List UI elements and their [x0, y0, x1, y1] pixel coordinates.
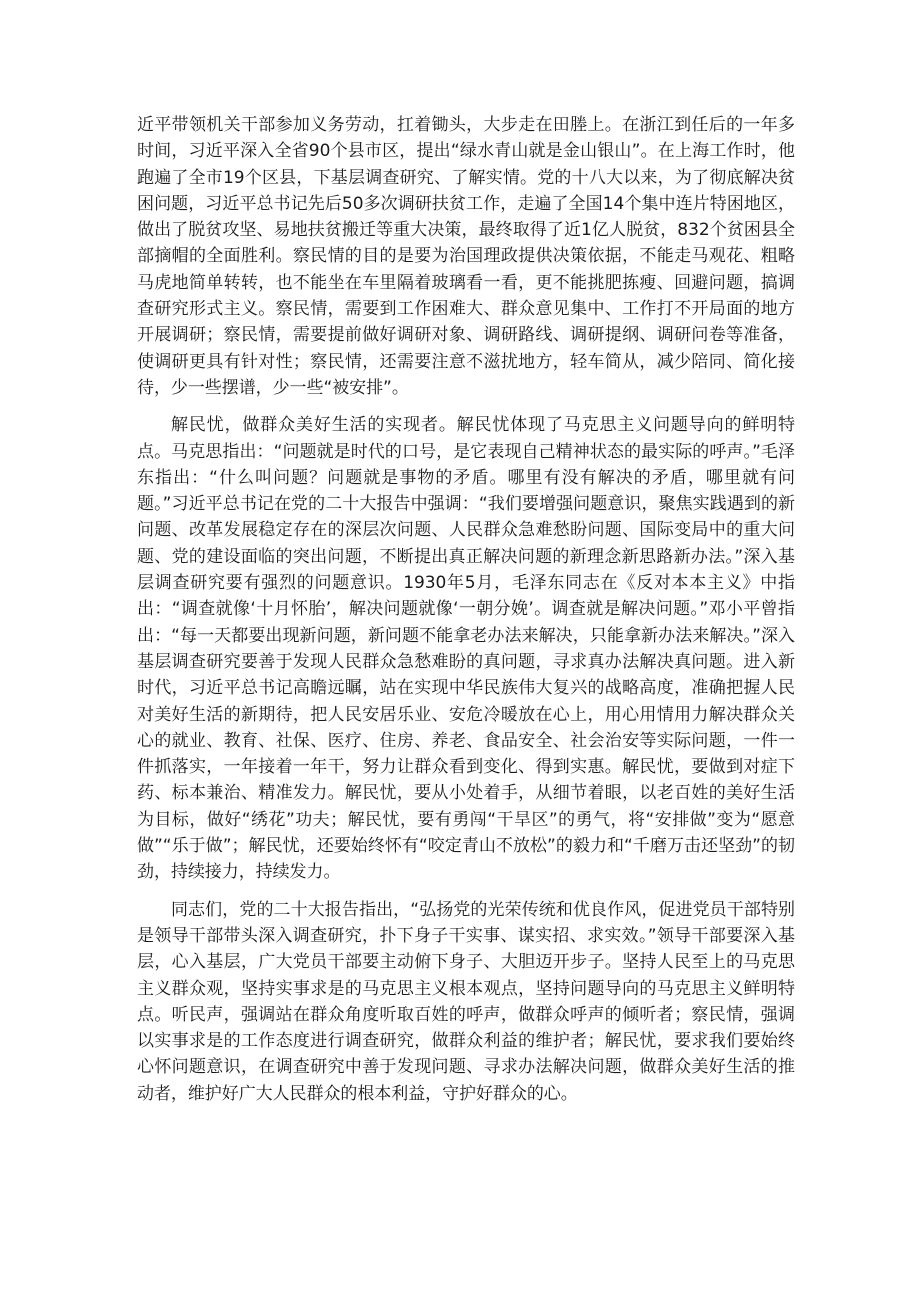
paragraph-2: 解民忧，做群众美好生活的实现者。解民忧体现了马克思主义问题导向的鲜明特点。马克思指出：“问题就是时代的口号，是它表现自己精神状态的最实际的呼声。”毛泽东指出：“什么叫问题？问题就是事物的矛盾。哪里有没有解决的矛盾，哪里就有问题。”习近平总书记在党的二十大报告中强调：“我们要增强问题意识，聚焦实践遇到的新问题、改革发展稳定存在的深层次问题、人民群众急难愁盼问题、国际变局中的重大问题、党的建设面临的突出问题，不断提出真正解决问题的新理念新思路新办法。”深入基层调查研究要有强烈的问题意识。1930年5月，毛泽东同志在《反对本本主义》中指出：“调查就像‘十月怀胎’，解决问题就像‘一朝分娩’。调查就是解决问题。”邓小平曾指出：“每一天都要出现新问题，新问题不能拿老办法来解决，只能拿新办法来解决。”深入基层调查研究要善于发现人民群众急愁难盼的真问题，寻求真办法解决真问题。进入新时代，习近平总书记高瞻远瞩，站在实现中华民族伟大复兴的战略高度，准确把握人民对美好生活的新期待，把人民安居乐业、安危冷暖放在心上，用心用情用力解决群众关心的就业、教育、社保、医疗、住房、养老、食品安全、社会治安等实际问题，一件一件抓落实，一年接着一年干，努力让群众看到变化、得到实惠。解民忧，要做到对症下药、标本兼治、精准发力。解民忧，要从小处着手，从细节着眼，以老百姓的美好生活为目标，做好“绣花”功夫；解民忧，要有勇闯“干旱区”的勇气，将“安排做”变为“愿意做”“乐于做”；解民忧，还要始终怀有“咬定青山不放松”的毅力和“千磨万击还坚劲”的韧劲，持续接力，持续发力。: [137, 415, 795, 883]
document-page: [137, 112, 795, 1107]
paragraph-1: 近平带领机关干部参加义务劳动，扛着锄头，大步走在田塍上。在浙江到任后的一年多时间，习近平深入全省90个县市区，提出“绿水青山就是金山银山”。在上海工作时，他跑遍了全市19个区县，下基层调查研究、了解实情。党的十八大以来，为了彻底解决贫困问题，习近平总书记先后50多次调研扶贫工作，走遍了全国14个集中连片特困地区，做出了脱贫攻坚、易地扶贫搬迁等重大决策，最终取得了近1亿人脱贫，832个贫困县全部摘帽的全面胜利。察民情的目的是要为治国理政提供决策依据，不能走马观花、粗略马虎地简单转转，也不能坐在车里隔着玻璃看一看，更不能挑肥拣瘦、回避问题，搞调查研究形式主义。察民情，需要到工作困难大、群众意见集中、工作打不开局面的地方开展调研；察民情，需要提前做好调研对象、调研路线、调研提纲、调研问卷等准备，使调研更具有针对性；察民情，还需要注意不滋扰地方，轻车简从，减少陪同、简化接待，少一些摆谱，少一些“被安排”。: [137, 115, 795, 398]
paragraph-3: 同志们，党的二十大报告指出，“弘扬党的光荣传统和优良作风，促进党员干部特别是领导干部带头深入调查研究，扑下身子干实事、谋实招、求实效。”领导干部要深入基层，心入基层，广大党员干部要主动俯下身子、大胆迈开步子。坚持人民至上的马克思主义群众观，坚持实事求是的马克思主义根本观点，坚持问题导向的马克思主义鲜明特点。听民声，强调站在群众角度听取百姓的呼声，做群众呼声的倾听者；察民情，强调以实事求是的工作态度进行调查研究，做群众利益的维护者；解民忧，要求我们要始终心怀问题意识，在调查研究中善于发现问题、寻求办法解决问题，做群众美好生活的推动者，维护好广大人民群众的根本利益，守护好群众的心。: [137, 899, 795, 1104]
